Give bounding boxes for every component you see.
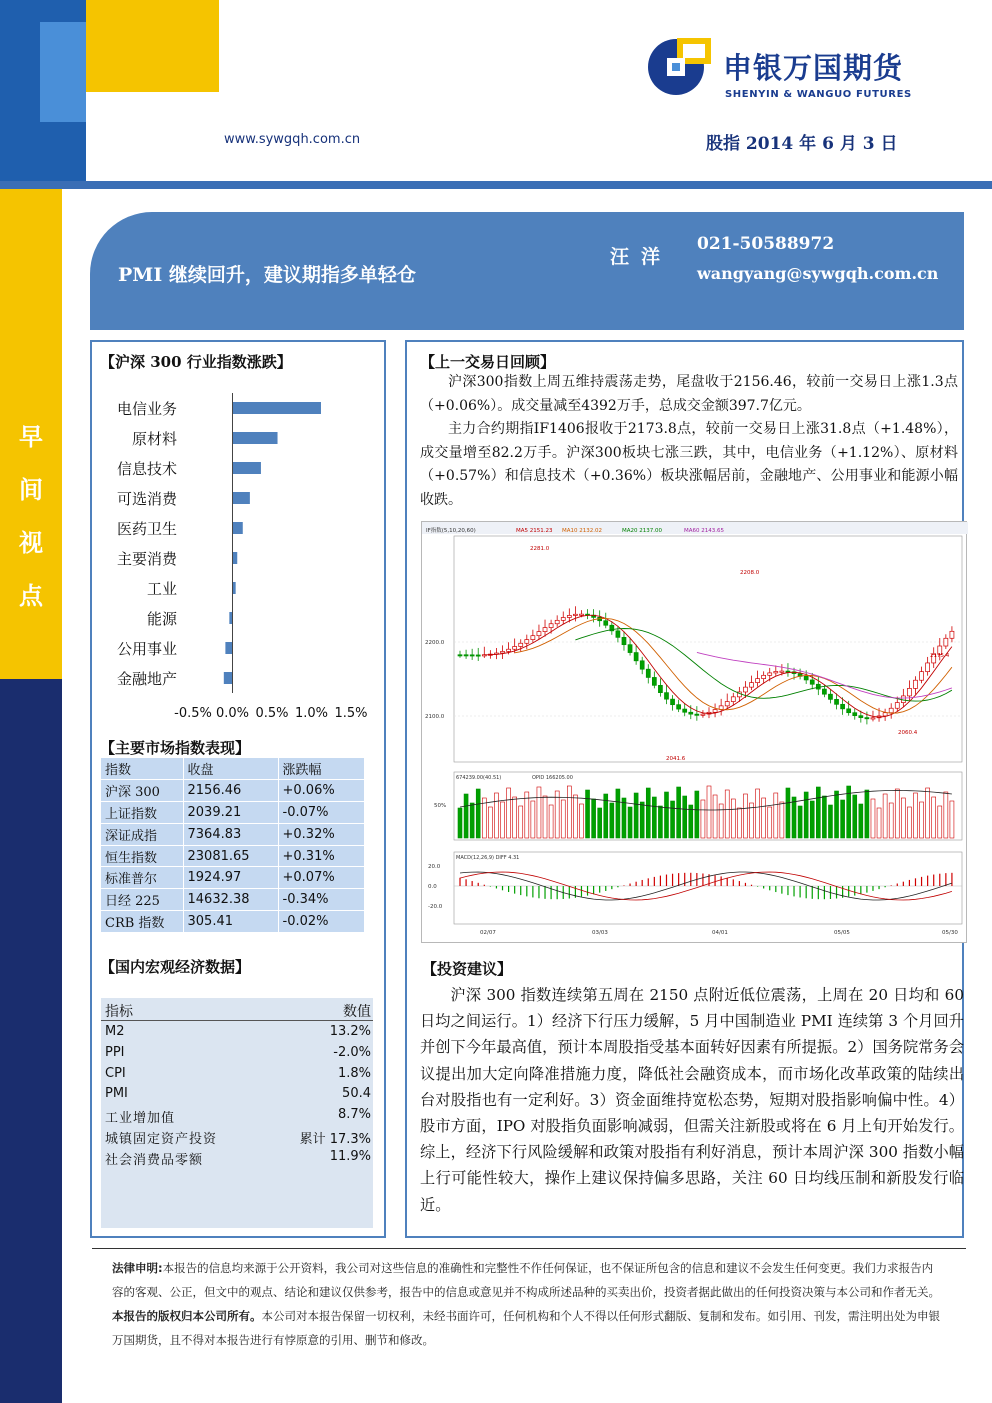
table-row — [101, 802, 364, 824]
bar-label: 能源 — [146, 610, 177, 628]
volume-bar — [640, 802, 644, 838]
table-cell: 14632.38 — [183, 889, 278, 911]
candle-body — [944, 638, 948, 646]
volume-bar — [616, 789, 620, 838]
candle-body — [762, 675, 766, 678]
volume-bar — [804, 792, 808, 838]
macd-y-label: -20.0 — [428, 904, 443, 910]
macro-indicator: CPI — [105, 1065, 126, 1081]
table-header-row — [101, 758, 364, 780]
volume-bar — [610, 803, 614, 838]
macro-row — [101, 1126, 373, 1147]
advice-paragraph: 沪深 300 指数连续第五周在 2150 点附近低位震荡，上周在 20 日均和 60 日均之间运行。1）经济下行压力缓解，5 月中国制造业 PMI 连续第 3 个月回升并创下今年最高值，预计本周股指受基本面转好因素有所提振。2）国务院常务会议提出加大定向降准措施力度，降低社会融资成本，而市场化改革政策的陆续出台对股指也有一定利好。3）资金面维持宽松态势，短期对股指影响偏中性。4）股市方面，IPO 对股指负面影响减弱，但需关注新股或将在 6 月上旬开始发行。综上，经济下行风险缓解和政策对股指有利好消息，预计本周沪深 300 指数小幅上行可能性较大，操作上建议保持偏多思路，关注 60 日均线压制和新股发行临近。 — [420, 986, 964, 1214]
volume-bar — [622, 798, 626, 838]
volume-bar — [792, 797, 796, 838]
candle-body — [950, 631, 954, 638]
bar-label: 可选消费 — [116, 490, 177, 508]
volume-bar — [810, 801, 814, 838]
candle-body — [464, 655, 468, 656]
market-title: 【主要市场指数表现】 — [100, 739, 251, 757]
macro-indicator: PMI — [105, 1086, 128, 1102]
volume-bar — [531, 801, 535, 838]
volume-bar — [519, 806, 523, 838]
y-axis-label: 2100.0 — [425, 714, 445, 720]
volume-bar — [737, 808, 741, 838]
candle-body — [713, 710, 717, 713]
volume-bar — [701, 800, 705, 838]
table-cell: +0.32% — [278, 823, 364, 845]
table-row — [101, 823, 364, 845]
candle-body — [628, 645, 632, 653]
candle-body — [835, 699, 839, 704]
disclaimer — [112, 1256, 942, 1352]
volume-bar — [549, 805, 553, 838]
y-axis-label: 2200.0 — [425, 640, 445, 646]
table-cell: -0.02% — [278, 911, 364, 933]
chart-legend-label: MA5 2151.23 — [516, 528, 553, 534]
volume-bar — [543, 796, 547, 838]
candle-body — [920, 672, 924, 681]
volume-bar — [786, 788, 790, 838]
macro-value: 50.4 — [342, 1086, 371, 1102]
volume-bar — [756, 789, 760, 838]
volume-bar — [835, 791, 839, 838]
volume-bar — [828, 805, 832, 838]
candle-body — [780, 671, 784, 672]
candle-body — [525, 640, 529, 644]
candle-body — [640, 661, 644, 669]
table-header-cell: 指数 — [101, 758, 183, 780]
volume-bar — [877, 808, 881, 838]
table-cell: 日经 225 — [101, 889, 183, 911]
date-tick-label: 04/01 — [712, 930, 728, 936]
volume-bar — [713, 795, 717, 838]
candle-body — [604, 621, 608, 626]
sidebar-blue-block — [0, 679, 62, 1403]
volume-bar — [768, 807, 772, 838]
volume-bar — [932, 797, 936, 838]
volume-bar — [501, 802, 505, 838]
macro-table-header — [101, 1001, 373, 1021]
table-cell: -0.34% — [278, 889, 364, 911]
macro-row — [101, 1105, 373, 1126]
header-decor-yellow — [86, 0, 219, 92]
disclaimer-text-2: 本公司对本报告保留一切权利，未经书面许可，任何机构和个人不得以任何形式翻版、复制和发布。如引用、刊发，需注明出处为申银万国期货，且不得对本报告进行有悖原意的引用、删节和修改。 — [112, 1309, 940, 1347]
macro-value: 累计 17.3% — [299, 1132, 371, 1147]
volume-bar — [944, 792, 948, 838]
volume-bar — [652, 797, 656, 838]
candle-body — [537, 632, 541, 636]
company-logo-icon — [643, 34, 713, 96]
volume-bar — [907, 807, 911, 838]
author-phone: 021-50588972 — [697, 234, 835, 254]
volume-bar — [677, 787, 681, 838]
table-row — [101, 867, 364, 889]
candle-body — [658, 685, 662, 692]
candle-body — [634, 653, 638, 661]
macro-row — [101, 1064, 373, 1085]
bar-label: 信息技术 — [116, 460, 177, 478]
candlestick-chart-svg — [422, 522, 968, 944]
volume-bar — [913, 793, 917, 838]
chart-legend-label: IF指数(5,10,20,60) — [426, 528, 476, 534]
candle-body — [889, 708, 893, 712]
volume-bar — [889, 803, 893, 838]
candle-body — [579, 614, 583, 615]
volume-bar — [646, 788, 650, 838]
company-name-en: SHENYIN & WANGUO FUTURES — [725, 89, 912, 100]
macro-row — [101, 1084, 373, 1105]
chart-legend-label: MA10 2132.02 — [562, 528, 602, 534]
x-tick-label: -0.5% — [174, 706, 212, 721]
bar-label: 主要消费 — [116, 550, 177, 568]
volume-bar — [634, 793, 638, 838]
disclaimer-label-1: 法律申明: — [112, 1261, 163, 1275]
volume-bar — [573, 795, 577, 838]
candle-body — [470, 655, 474, 656]
macro-row — [101, 1043, 373, 1064]
candle-body — [828, 694, 832, 699]
macro-value: 11.9% — [329, 1148, 371, 1164]
market-index-table — [101, 758, 364, 933]
date-tick-label: 05/30 — [942, 930, 958, 936]
volume-bar — [901, 798, 905, 838]
candle-body — [683, 709, 687, 712]
candle-body — [871, 718, 875, 719]
price-annotation: 2175.4 — [930, 653, 950, 659]
candle-body — [907, 688, 911, 696]
bar-label: 原材料 — [131, 430, 177, 448]
chart-legend-label: MA60 2143.65 — [684, 528, 724, 534]
volume-bar — [658, 806, 662, 838]
price-annotation: 2041.6 — [666, 756, 686, 762]
sector-bar-chart — [101, 390, 371, 725]
disclaimer-block-2 — [112, 1304, 942, 1352]
candle-body — [476, 655, 480, 656]
volume-bar — [586, 790, 590, 838]
candle-body — [774, 671, 778, 672]
volume-bar — [567, 786, 571, 838]
candle-body — [822, 689, 826, 694]
candle-body — [810, 680, 814, 684]
chart-pane — [454, 852, 962, 924]
table-cell: +0.06% — [278, 780, 364, 802]
table-cell: +0.31% — [278, 845, 364, 867]
volume-bar — [883, 794, 887, 838]
company-name-cn: 申银万国期货 — [723, 51, 904, 85]
table-cell: 7364.83 — [183, 823, 278, 845]
candle-body — [689, 712, 693, 714]
volume-bar — [707, 786, 711, 838]
macro-row — [101, 1022, 373, 1043]
table-header-cell: 收盘 — [183, 758, 278, 780]
macro-title: 【国内宏观经济数据】 — [100, 958, 251, 976]
candle-body — [859, 716, 863, 718]
volume-bar — [859, 804, 863, 838]
table-cell: 标准普尔 — [101, 867, 183, 889]
table-row — [101, 780, 364, 802]
macro-header-value: 数值 — [343, 1004, 371, 1020]
bar — [233, 552, 238, 564]
table-cell: 上证指数 — [101, 802, 183, 824]
macro-indicator: 社会消费品零额 — [105, 1152, 204, 1168]
volume-y-label: 50% — [434, 803, 447, 809]
author-name: 汪洋 — [610, 246, 673, 268]
candle-body — [671, 699, 675, 705]
macro-row — [101, 1147, 373, 1168]
volume-bar — [841, 800, 845, 838]
volume-bar — [671, 801, 675, 838]
candle-body — [664, 693, 668, 700]
volume-bar — [725, 790, 729, 838]
candle-body — [804, 676, 808, 680]
volume-bar — [664, 792, 668, 838]
review-title: 【上一交易日回顾】 — [420, 353, 556, 371]
candle-body — [458, 655, 462, 656]
macd-label: MACD(12,26,9) DIFF 4.31 — [456, 855, 520, 861]
date-tick-label: 05/05 — [834, 930, 850, 936]
disclaimer-label-2: 本报告的版权归本公司所有。 — [112, 1309, 262, 1323]
table-cell: 2039.21 — [183, 802, 278, 824]
macro-data-table — [101, 998, 373, 1228]
table-cell: 恒生指数 — [101, 845, 183, 867]
candle-body — [646, 669, 650, 677]
bar — [233, 462, 261, 474]
volume-bar — [537, 787, 541, 838]
volume-bar — [938, 806, 942, 838]
bar-label: 医药卫生 — [116, 520, 177, 538]
report-title: PMI 继续回升，建议期指多单轻仓 — [118, 264, 416, 286]
table-cell: 深证成指 — [101, 823, 183, 845]
table-cell: -0.07% — [278, 802, 364, 824]
candle-body — [756, 679, 760, 683]
volume-bar — [762, 798, 766, 838]
table-cell: 305.41 — [183, 911, 278, 933]
volume-label: 674239.00(40.51) — [456, 775, 502, 781]
volume-bar — [579, 804, 583, 838]
candle-body — [895, 703, 899, 709]
candle-body — [501, 651, 505, 653]
header-decor-white — [86, 92, 219, 185]
macro-indicator: 工业增加值 — [105, 1111, 176, 1127]
candle-body — [549, 624, 553, 628]
volume-bar — [628, 807, 632, 838]
price-annotation: 2060.4 — [898, 730, 918, 736]
table-row — [101, 889, 364, 911]
x-tick-label: 1.5% — [334, 706, 368, 721]
header-rule — [0, 181, 992, 189]
candle-body — [913, 680, 917, 688]
sector-title: 【沪深 300 行业指数涨跌】 — [100, 353, 292, 371]
bar — [233, 402, 321, 414]
advice-title: 【投资建议】 — [422, 960, 513, 978]
x-tick-label: 0.0% — [215, 706, 250, 721]
price-annotation: 2208.0 — [740, 570, 760, 576]
volume-bar — [731, 799, 735, 838]
volume-bar — [488, 807, 492, 838]
candle-body — [616, 631, 620, 638]
chart-legend-label: MA20 2137.00 — [622, 528, 662, 534]
volume-bar — [865, 790, 869, 838]
x-tick-label: 0.5% — [255, 706, 289, 721]
price-annotation: 2281.0 — [530, 546, 550, 552]
volume-bar — [926, 788, 930, 838]
date-tick-label: 03/03 — [592, 930, 608, 936]
bar — [233, 522, 243, 534]
volume-bar — [743, 794, 747, 838]
candle-body — [695, 714, 699, 715]
volume-bar — [464, 794, 468, 838]
candle-body — [567, 615, 571, 617]
table-row — [101, 845, 364, 867]
macro-value: -2.0% — [333, 1044, 371, 1060]
candlestick-chart — [421, 521, 967, 943]
macro-value: 13.2% — [329, 1024, 371, 1039]
candle-body — [701, 714, 705, 715]
volume-bar — [555, 791, 559, 838]
candle-body — [513, 646, 517, 649]
candle-body — [561, 617, 565, 620]
table-cell: 23081.65 — [183, 845, 278, 867]
oi-label: OPID 166205.00 — [532, 775, 573, 781]
candle-body — [853, 713, 857, 716]
candle-body — [622, 637, 626, 644]
bar — [225, 642, 232, 654]
candle-body — [731, 697, 735, 702]
macd-y-label: 20.0 — [428, 864, 441, 870]
volume-bar — [683, 796, 687, 838]
company-logo — [643, 30, 943, 105]
disclaimer-text-1: 本报告的信息均来源于公开资料，我公司对这些信息的准确性和完整性不作任何保证，也不保证所包含的信息和建议不会发生任何变更。我们力求报告内容的客观、公正，但文中的观点、结论和建议仅供参考，报告中的信息或意见并不构成所述品种的买卖出价，投资者据此做出的任何投资决策与本公司和作者无关。 — [112, 1261, 940, 1299]
x-tick-label: 1.0% — [294, 706, 329, 721]
candle-body — [883, 713, 887, 716]
volume-bar — [950, 801, 954, 838]
volume-bar — [774, 793, 778, 838]
candle-body — [750, 683, 754, 688]
review-paragraph-2: 主力合约期指IF1406报收于2173.8点，较前一交易日上涨31.8点（+1.48%），成交量增至82.2万手。沪深300板块七涨三跌，其中，电信业务（+1.12%）、原材料（+0.57%）和信息技术（+0.36%）板块涨幅居前，金融地产、公用事业和能源小幅收跌。 — [420, 421, 958, 508]
candle-body — [841, 704, 845, 709]
sector-bar-chart-svg — [101, 390, 371, 725]
volume-bar — [750, 803, 754, 838]
macro-indicator: 城镇固定资产投资 — [105, 1132, 218, 1147]
volume-bar — [561, 800, 565, 838]
candle-body — [519, 643, 523, 646]
table-cell: CRB 指数 — [101, 911, 183, 933]
date-tick-label: 02/07 — [480, 930, 496, 936]
candle-body — [543, 628, 547, 632]
volume-bar — [822, 796, 826, 838]
candle-body — [555, 620, 559, 623]
table-cell: +0.07% — [278, 867, 364, 889]
bar — [224, 672, 233, 684]
table-header-cell: 涨跌幅 — [278, 758, 364, 780]
macro-value: 1.8% — [337, 1065, 371, 1081]
volume-bar — [719, 804, 723, 838]
macro-header-indicator: 指标 — [105, 1004, 133, 1020]
disclaimer-rule — [92, 1248, 966, 1249]
volume-bar — [494, 793, 498, 838]
volume-bar — [895, 789, 899, 838]
volume-bar — [507, 788, 511, 838]
disclaimer-block-1 — [112, 1256, 942, 1304]
candle-body — [926, 663, 930, 672]
bar-label: 工业 — [146, 580, 177, 598]
volume-bar — [798, 806, 802, 838]
table-cell: 2156.46 — [183, 780, 278, 802]
candle-body — [847, 709, 851, 713]
volume-bar — [470, 803, 474, 838]
volume-bar — [816, 787, 820, 838]
candle-body — [652, 677, 656, 685]
bar — [233, 432, 278, 444]
volume-bar — [598, 808, 602, 838]
candle-body — [743, 687, 747, 692]
volume-bar — [695, 791, 699, 838]
candle-body — [531, 636, 535, 640]
candle-body — [573, 614, 577, 615]
report-date: 股指 2014 年 6 月 3 日 — [706, 134, 898, 154]
ma5-line — [484, 615, 952, 717]
table-row — [101, 911, 364, 933]
bar-label: 电信业务 — [116, 400, 177, 418]
candle-body — [725, 702, 729, 706]
volume-bar — [513, 797, 517, 838]
candle-body — [865, 718, 869, 719]
candle-body — [768, 673, 772, 675]
volume-bar — [853, 795, 857, 838]
table-cell: 1924.97 — [183, 867, 278, 889]
macd-y-label: 0.0 — [428, 884, 437, 890]
macro-value: 8.7% — [337, 1107, 371, 1123]
volume-bar — [780, 802, 784, 838]
author-email[interactable]: wangyang@sywgqh.com.cn — [697, 264, 939, 283]
volume-bar — [458, 808, 462, 838]
macro-indicator: M2 — [105, 1024, 125, 1039]
candle-body — [677, 705, 681, 709]
website-url[interactable]: www.sywgqh.com.cn — [224, 132, 361, 147]
bar-label: 金融地产 — [116, 670, 177, 688]
macro-indicator: PPI — [105, 1044, 125, 1060]
bar-label: 公用事业 — [116, 640, 177, 658]
table-cell: 沪深 300 — [101, 780, 183, 802]
volume-bar — [871, 799, 875, 838]
volume-bar — [476, 789, 480, 838]
candle-body — [507, 649, 511, 651]
bar — [233, 492, 250, 504]
volume-bar — [525, 792, 529, 838]
volume-bar — [920, 802, 924, 838]
volume-bar — [482, 798, 486, 838]
title-banner — [90, 212, 964, 330]
volume-bar — [592, 799, 596, 838]
sidebar-label: 早间视点 — [19, 422, 43, 610]
review-paragraph-1: 沪深300指数上周五维持震荡走势，尾盘收于2156.46，较前一交易日上涨1.3点（+0.06%）。成交量减至4392万手，总成交金额397.7亿元。 — [420, 374, 958, 414]
